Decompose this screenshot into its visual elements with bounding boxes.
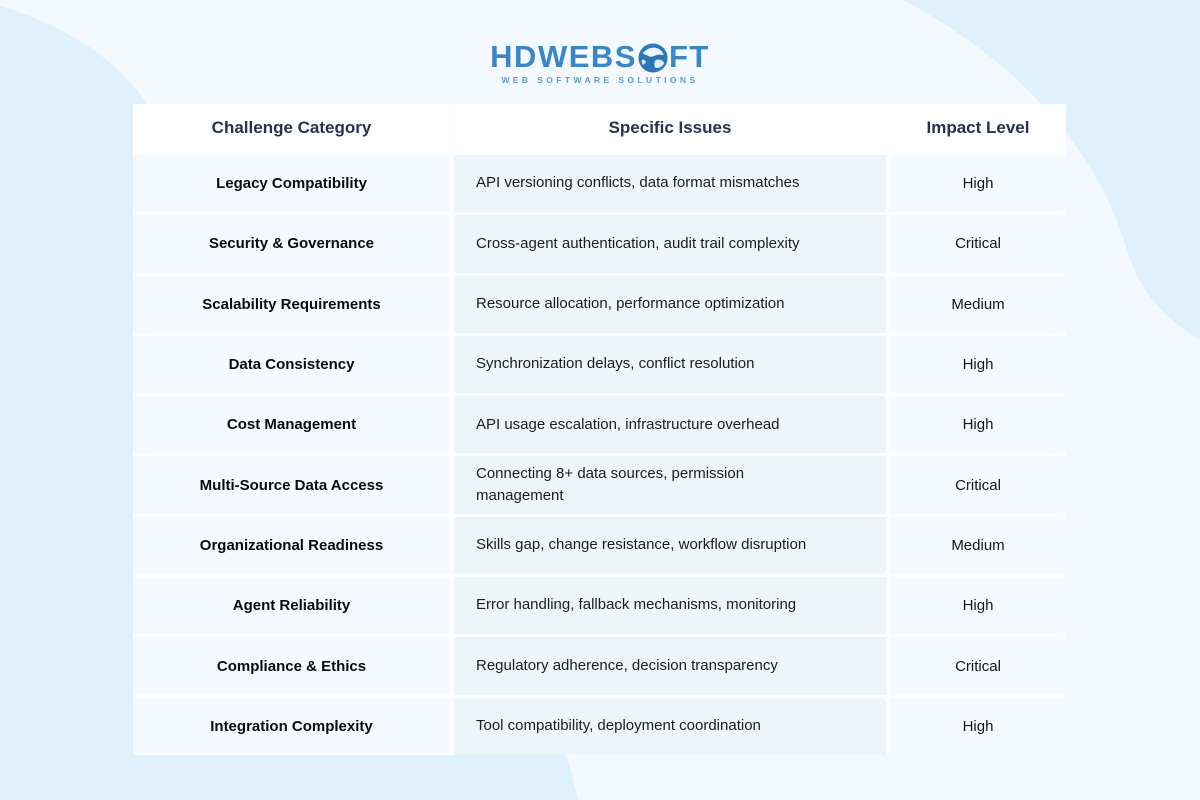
specific-issues-cell: API versioning conflicts, data format mismatches	[454, 155, 886, 212]
specific-issues-cell: Error handling, fallback mechanisms, monitoring	[454, 577, 886, 634]
challenge-category-cell: Compliance & Ethics	[133, 637, 450, 694]
challenges-table	[133, 104, 1066, 755]
header-challenge-category: Challenge Category	[133, 104, 450, 152]
challenge-category-cell: Agent Reliability	[133, 577, 450, 634]
impact-level-cell: Critical	[890, 637, 1066, 694]
challenge-category-cell: Data Consistency	[133, 336, 450, 393]
specific-issues-cell: Cross-agent authentication, audit trail complexity	[454, 215, 886, 272]
logo-subtitle: WEB SOFTWARE SOLUTIONS	[501, 75, 699, 85]
challenge-category-cell: Multi-Source Data Access	[133, 456, 450, 513]
specific-issues-cell: API usage escalation, infrastructure overhead	[454, 396, 886, 453]
challenge-category-cell: Security & Governance	[133, 215, 450, 272]
specific-issues-cell: Resource allocation, performance optimization	[454, 276, 886, 333]
header-specific-issues: Specific Issues	[454, 104, 886, 152]
header-impact-level: Impact Level	[890, 104, 1066, 152]
impact-level-cell: Medium	[890, 276, 1066, 333]
challenge-category-cell: Integration Complexity	[133, 698, 450, 755]
logo-text-right: FT	[668, 39, 710, 74]
impact-level-cell: Medium	[890, 517, 1066, 574]
globe-icon	[638, 43, 668, 73]
specific-issues-cell: Synchronization delays, conflict resolution	[454, 336, 886, 393]
challenge-category-cell: Cost Management	[133, 396, 450, 453]
impact-level-cell: High	[890, 336, 1066, 393]
logo-wordmark	[490, 41, 710, 72]
specific-issues-cell: Tool compatibility, deployment coordination	[454, 698, 886, 755]
impact-level-cell: Critical	[890, 215, 1066, 272]
impact-level-cell: High	[890, 155, 1066, 212]
specific-issues-cell: Skills gap, change resistance, workflow disruption	[454, 517, 886, 574]
impact-level-cell: Critical	[890, 456, 1066, 513]
impact-level-cell: High	[890, 396, 1066, 453]
impact-level-cell: High	[890, 698, 1066, 755]
impact-level-cell: High	[890, 577, 1066, 634]
specific-issues-cell: Regulatory adherence, decision transparency	[454, 637, 886, 694]
logo-text-left: HDWEBS	[490, 39, 637, 74]
logo	[0, 41, 1200, 85]
specific-issues-cell: Connecting 8+ data sources, permission management	[454, 456, 886, 513]
challenge-category-cell: Scalability Requirements	[133, 276, 450, 333]
challenge-category-cell: Organizational Readiness	[133, 517, 450, 574]
challenge-category-cell: Legacy Compatibility	[133, 155, 450, 212]
